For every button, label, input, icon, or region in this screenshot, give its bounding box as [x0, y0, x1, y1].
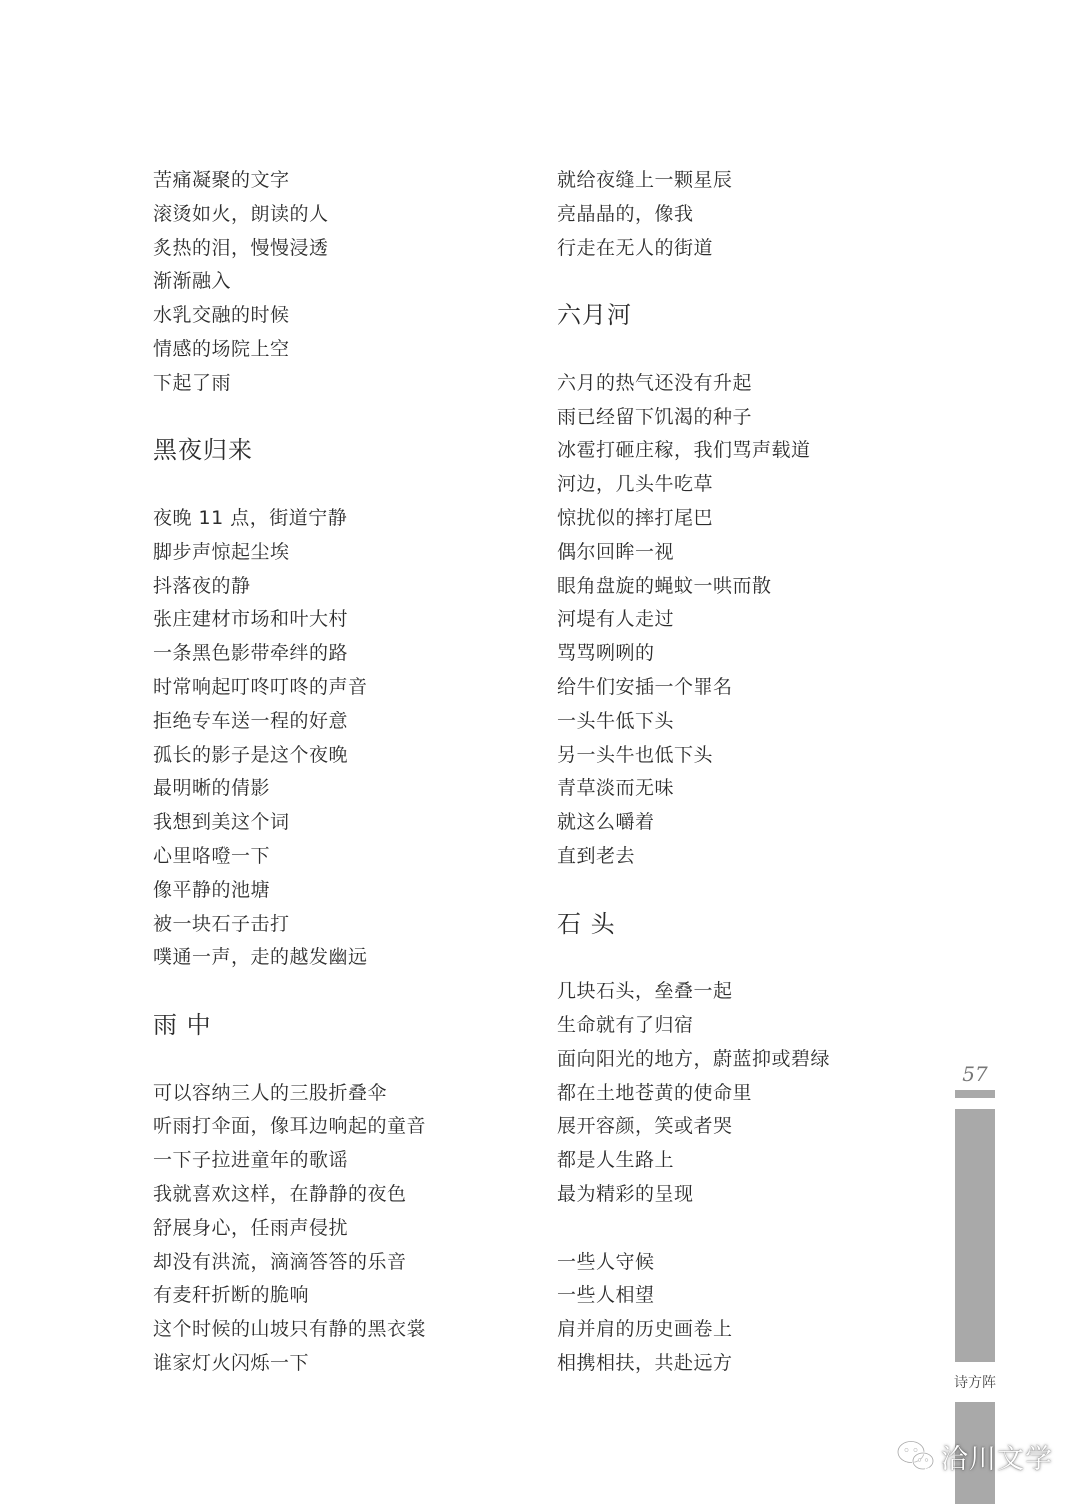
poem-line: 相携相扶，共赴远方 — [557, 1351, 733, 1374]
poem-line: 都在土地苍黄的使命里 — [557, 1081, 753, 1104]
poem-line: 噗通一声，走的越发幽远 — [153, 946, 368, 969]
poem-line: 谁家灯火闪烁一下 — [153, 1351, 310, 1374]
poem-line: 一头牛低下头 — [557, 709, 675, 732]
poem-line: 几块石头，垒叠一起 — [557, 980, 733, 1003]
poem-line: 雨已经留下饥渴的种子 — [557, 405, 753, 428]
watermark-text: 洽川文学 — [941, 1443, 1053, 1475]
poem-line: 听雨打伞面，像耳边响起的童音 — [153, 1115, 427, 1138]
spacer — [557, 265, 927, 299]
left-column — [153, 164, 513, 1381]
spacer — [153, 401, 513, 435]
wechat-icon — [895, 1438, 935, 1474]
spacer — [153, 1043, 513, 1077]
poem-line: 苦痛凝聚的文字 — [153, 169, 290, 191]
spacer — [557, 1212, 927, 1246]
poem-line: 面向阳光的地方，蔚蓝抑或碧绿 — [557, 1047, 831, 1070]
page-number: 57 — [962, 1062, 988, 1086]
poem-line: 舒展身心，任雨声侵扰 — [153, 1216, 349, 1239]
poem-line: 可以容纳三人的三股折叠伞 — [153, 1081, 388, 1104]
poem-line: 河堤有人走过 — [557, 608, 675, 631]
poem-line: 张庄建材市场和叶大村 — [153, 608, 349, 631]
margin-bar-top — [955, 1090, 995, 1098]
poem-title: 石 头 — [557, 909, 616, 938]
poem-line: 下起了雨 — [153, 371, 232, 394]
poem-line: 偶尔回眸一视 — [557, 540, 675, 563]
poem-line: 抖落夜的静 — [153, 574, 251, 597]
spacer — [557, 874, 927, 908]
poem-line: 被一块石子击打 — [153, 912, 290, 935]
poem-line: 拒绝专车送一程的好意 — [153, 709, 349, 732]
poem-line: 像平静的池塘 — [153, 878, 271, 901]
poem-line: 时常响起叮咚叮咚的声音 — [153, 675, 368, 698]
poem-line: 最为精彩的呈现 — [557, 1182, 694, 1205]
poem-line: 渐渐融入 — [153, 270, 232, 293]
poem-line: 行走在无人的街道 — [557, 236, 714, 259]
poem-line: 六月的热气还没有升起 — [557, 371, 753, 394]
poem-line: 青草淡而无味 — [557, 777, 675, 800]
spacer — [557, 333, 927, 367]
spacer — [153, 975, 513, 1009]
poem-line: 就给夜缝上一颗星辰 — [557, 169, 733, 191]
poem-line: 直到老去 — [557, 844, 636, 867]
poem-line: 河边，几头牛吃草 — [557, 473, 714, 496]
poem-line: 冰雹打砸庄稼，我们骂声载道 — [557, 439, 811, 462]
poem-line: 一条黑色影带牵绊的路 — [153, 642, 349, 665]
poem-line: 情感的场院上空 — [153, 337, 290, 360]
poem-line: 却没有洪流，滴滴答答的乐音 — [153, 1250, 407, 1273]
poem-line: 生命就有了归宿 — [557, 1013, 694, 1036]
watermark — [895, 1432, 1053, 1480]
poem-line: 滚烫如火，朗读的人 — [153, 202, 329, 225]
poem-line: 一些人相望 — [557, 1284, 655, 1307]
poem-line: 夜晚 11 点，街道宁静 — [153, 506, 348, 529]
poem-line: 亮晶晶的，像我 — [557, 202, 694, 225]
poem-line: 孤长的影子是这个夜晚 — [153, 743, 349, 766]
poem-line: 另一头牛也低下头 — [557, 743, 714, 766]
poem-line: 给牛们安插一个罪名 — [557, 675, 733, 698]
poem-line: 骂骂咧咧的 — [557, 642, 655, 665]
poem-line: 肩并肩的历史画卷上 — [557, 1318, 733, 1341]
poem-title: 六月河 — [557, 301, 632, 330]
poem-line: 惊扰似的摔打尾巴 — [557, 506, 714, 529]
poem-line: 脚步声惊起尘埃 — [153, 540, 290, 563]
poem-line: 都是人生路上 — [557, 1149, 675, 1172]
poem-title: 雨 中 — [153, 1010, 212, 1039]
spacer — [153, 468, 513, 502]
poem-line: 一下子拉进童年的歌谣 — [153, 1149, 349, 1172]
spacer — [557, 941, 927, 975]
margin-bar — [955, 1109, 995, 1362]
poem-line: 炙热的泪，慢慢浸透 — [153, 236, 329, 259]
poem-title: 黑夜归来 — [153, 436, 253, 465]
poem-line: 心里咯噔一下 — [153, 844, 271, 867]
poem-line: 一些人守候 — [557, 1250, 655, 1273]
section-label: 诗方阵 — [954, 1375, 996, 1391]
poem-line: 这个时候的山坡只有静的黑衣裳 — [153, 1318, 427, 1341]
poem-line: 展开容颜，笑或者哭 — [557, 1115, 733, 1138]
poem-line: 最明晰的倩影 — [153, 777, 271, 800]
poem-line: 我想到美这个词 — [153, 811, 290, 834]
poem-line: 有麦秆折断的脆响 — [153, 1284, 310, 1307]
right-column — [557, 164, 927, 1381]
poem-line: 就这么嚼着 — [557, 811, 655, 834]
poem-line: 我就喜欢这样，在静静的夜色 — [153, 1182, 407, 1205]
poem-line: 水乳交融的时候 — [153, 304, 290, 327]
poem-line: 眼角盘旋的蝇蚊一哄而散 — [557, 574, 772, 597]
